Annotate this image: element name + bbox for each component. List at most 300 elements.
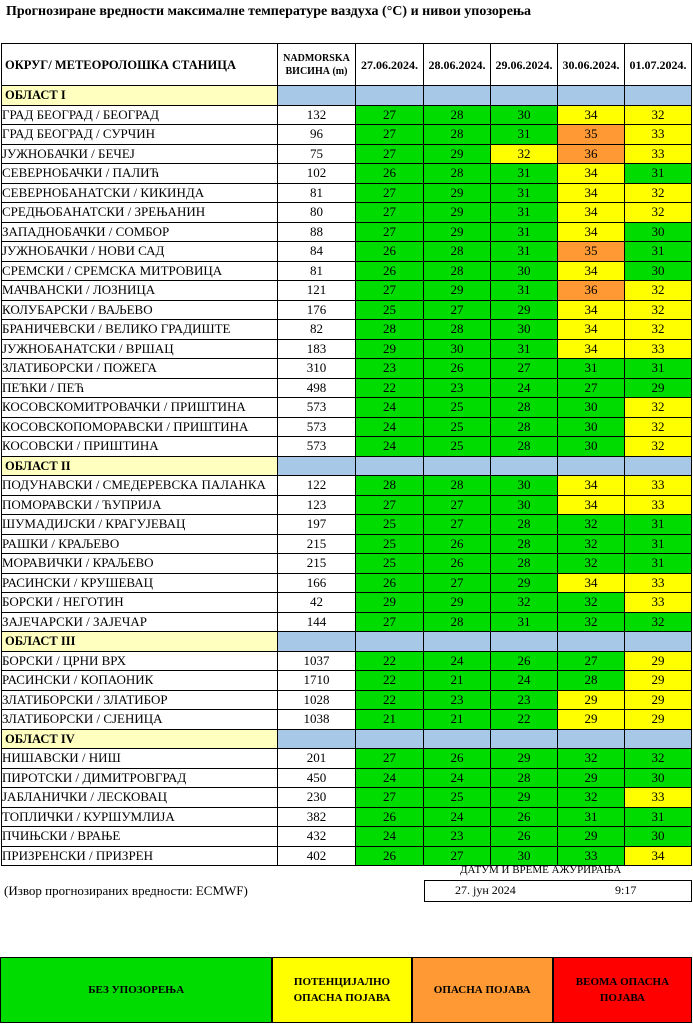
temperature-cell: 32 [558,593,625,613]
date-column-header: 29.06.2024. [491,44,558,86]
temperature-cell: 24 [356,398,424,418]
temperature-cell: 29 [625,651,692,671]
temperature-cell: 31 [491,612,558,632]
temperature-cell: 29 [424,222,491,242]
table-row [2,378,692,398]
region-band [424,729,491,749]
region-band [356,632,424,652]
legend-potentially-dangerous: ПОТЕНЦИЈАЛНО ОПАСНА ПОЈАВА [272,957,411,1023]
temperature-cell: 31 [625,807,692,827]
temperature-cell: 32 [625,281,692,301]
temperature-cell: 30 [625,768,692,788]
temperature-cell: 32 [491,593,558,613]
temperature-cell: 32 [625,105,692,125]
warning-legend [0,957,692,1023]
station-altitude: 402 [278,846,356,866]
temperature-cell: 26 [356,807,424,827]
station-name: БРАНИЧЕВСКИ / ВЕЛИКО ГРАДИШТЕ [2,320,278,340]
region-band [558,632,625,652]
temperature-cell: 25 [356,300,424,320]
legend-very-dangerous: ВЕОМА ОПАСНА ПОЈАВА [553,957,692,1023]
temperature-cell: 21 [356,710,424,730]
table-row [2,300,692,320]
temperature-cell: 28 [491,417,558,437]
temperature-cell: 27 [356,203,424,223]
station-name: КОСОВСКОПОМОРАВСКИ / ПРИШТИНА [2,417,278,437]
station-name: РАСИНСКИ / КРУШЕВАЦ [2,573,278,593]
temperature-cell: 31 [625,515,692,535]
temperature-cell: 25 [424,417,491,437]
temperature-cell: 27 [356,612,424,632]
temperature-cell: 21 [424,671,491,691]
station-name: РАСИНСКИ / КОПАОНИК [2,671,278,691]
temperature-cell: 27 [356,183,424,203]
station-altitude: 42 [278,593,356,613]
temperature-cell: 22 [356,378,424,398]
temperature-cell: 32 [625,320,692,340]
temperature-cell: 27 [424,495,491,515]
station-name: ШУМАДИЈСКИ / КРАГУЈЕВАЦ [2,515,278,535]
region-name: ОБЛАСТ I [2,86,278,106]
temperature-cell: 26 [356,164,424,184]
region-band [278,456,356,476]
temperature-cell: 29 [491,573,558,593]
station-name: ЈУЖНОБАЧКИ / БЕЧЕЈ [2,144,278,164]
temperature-cell: 25 [356,554,424,574]
temperature-cell: 26 [491,651,558,671]
region-band [558,729,625,749]
station-altitude: 75 [278,144,356,164]
temperature-cell: 28 [491,554,558,574]
station-name: ПРИЗРЕНСКИ / ПРИЗРЕН [2,846,278,866]
temperature-cell: 36 [558,144,625,164]
station-altitude: 215 [278,534,356,554]
temperature-cell: 33 [625,495,692,515]
station-altitude: 132 [278,105,356,125]
temperature-cell: 26 [356,846,424,866]
station-altitude: 573 [278,437,356,457]
station-name: ЗАПАДНОБАЧКИ / СОМБОР [2,222,278,242]
page-title: Прогнозиране вредности максималне температуре ваздуха (°C) и нивои упозорења [6,4,532,19]
date-column-header: 30.06.2024. [558,44,625,86]
region-band [491,86,558,106]
temperature-cell: 34 [558,495,625,515]
table-row [2,749,692,769]
station-altitude: 1028 [278,690,356,710]
table-row [2,573,692,593]
temperature-cell: 31 [558,807,625,827]
temperature-cell: 34 [625,846,692,866]
table-row [2,281,692,301]
forecast-table-body [2,86,692,866]
temperature-cell: 29 [625,710,692,730]
station-name: НИШАВСКИ / НИШ [2,749,278,769]
temperature-cell: 29 [424,183,491,203]
temperature-cell: 28 [424,125,491,145]
station-altitude: 573 [278,417,356,437]
station-altitude: 310 [278,359,356,379]
table-row [2,222,692,242]
temperature-cell: 31 [491,242,558,262]
station-name: БОРСКИ / НЕГОТИН [2,593,278,613]
temperature-cell: 34 [558,164,625,184]
temperature-cell: 30 [491,495,558,515]
temperature-cell: 30 [558,437,625,457]
temperature-cell: 30 [558,398,625,418]
temperature-cell: 34 [558,476,625,496]
station-name: СРЕМСКИ / СРЕМСКА МИТРОВИЦА [2,261,278,281]
temperature-cell: 29 [491,749,558,769]
region-band [625,456,692,476]
temperature-cell: 26 [424,534,491,554]
temperature-cell: 34 [558,222,625,242]
temperature-cell: 29 [625,690,692,710]
temperature-cell: 24 [491,378,558,398]
table-row [2,495,692,515]
table-row [2,437,692,457]
station-name: ПИРОТСКИ / ДИМИТРОВГРАД [2,768,278,788]
temperature-cell: 26 [356,573,424,593]
region-band [424,632,491,652]
table-row [2,827,692,847]
update-time: 9:17 [615,883,637,897]
temperature-cell: 33 [625,144,692,164]
temperature-cell: 26 [424,359,491,379]
temperature-cell: 30 [491,320,558,340]
temperature-cell: 29 [424,144,491,164]
temperature-cell: 32 [625,203,692,223]
temperature-cell: 27 [356,281,424,301]
table-row [2,671,692,691]
station-name: БОРСКИ / ЦРНИ ВРХ [2,651,278,671]
temperature-cell: 24 [356,417,424,437]
region-name: ОБЛАСТ II [2,456,278,476]
temperature-cell: 28 [491,768,558,788]
table-row [2,144,692,164]
station-altitude: 122 [278,476,356,496]
temperature-cell: 30 [491,261,558,281]
table-row [2,203,692,223]
region-band [278,729,356,749]
temperature-cell: 21 [424,710,491,730]
temperature-cell: 28 [491,534,558,554]
region-header-row [2,729,692,749]
temperature-cell: 29 [424,281,491,301]
station-name: ЗЛАТИБОРСКИ / ПОЖЕГА [2,359,278,379]
temperature-cell: 28 [424,242,491,262]
temperature-cell: 32 [558,515,625,535]
temperature-cell: 26 [424,554,491,574]
table-row [2,554,692,574]
temperature-cell: 36 [558,281,625,301]
station-column-header: ОКРУГ/ МЕТЕОРОЛОШКА СТАНИЦА [2,44,278,86]
temperature-cell: 28 [491,398,558,418]
temperature-cell: 33 [625,573,692,593]
station-altitude: 1038 [278,710,356,730]
table-row [2,612,692,632]
temperature-cell: 29 [558,827,625,847]
region-band [625,86,692,106]
temperature-cell: 24 [424,768,491,788]
station-name: ПЕЋКИ / ПЕЋ [2,378,278,398]
source-note: (Извор прогнозираних вредности: ECMWF) [4,883,248,898]
temperature-cell: 22 [356,671,424,691]
temperature-cell: 30 [625,261,692,281]
station-name: СЕВЕРНОБАЧКИ / ПАЛИЋ [2,164,278,184]
station-altitude: 96 [278,125,356,145]
station-altitude: 84 [278,242,356,262]
temperature-cell: 28 [424,261,491,281]
table-row [2,242,692,262]
temperature-cell: 22 [491,710,558,730]
temperature-cell: 22 [356,690,424,710]
temperature-cell: 34 [558,261,625,281]
temperature-cell: 27 [491,359,558,379]
region-band [356,86,424,106]
station-altitude: 432 [278,827,356,847]
station-name: КОЛУБАРСКИ / ВАЉЕВО [2,300,278,320]
station-name: КОСОВСКОМИТРОВАЧКИ / ПРИШТИНА [2,398,278,418]
station-altitude: 166 [278,573,356,593]
station-name: ТОПЛИЧКИ / КУРШУМЛИЈА [2,807,278,827]
temperature-cell: 28 [356,476,424,496]
table-row [2,534,692,554]
station-name: ПОДУНАВСКИ / СМЕДЕРЕВСКА ПАЛАНКА [2,476,278,496]
station-altitude: 121 [278,281,356,301]
temperature-cell: 26 [491,827,558,847]
temperature-cell: 34 [558,183,625,203]
station-name: МОРАВИЧКИ / КРАЉЕВО [2,554,278,574]
temperature-cell: 22 [356,651,424,671]
temperature-cell: 24 [356,827,424,847]
temperature-cell: 27 [356,125,424,145]
date-column-header: 27.06.2024. [356,44,424,86]
temperature-cell: 31 [491,281,558,301]
temperature-cell: 28 [491,515,558,535]
table-row [2,515,692,535]
update-box [424,880,692,902]
region-band [491,729,558,749]
table-row [2,398,692,418]
station-altitude: 88 [278,222,356,242]
station-name: ЈАБЛАНИЧКИ / ЛЕСКОВАЦ [2,788,278,808]
station-name: МАЧВАНСКИ / ЛОЗНИЦА [2,281,278,301]
temperature-cell: 29 [558,768,625,788]
temperature-cell: 27 [424,573,491,593]
temperature-cell: 27 [356,144,424,164]
temperature-cell: 31 [491,125,558,145]
temperature-cell: 31 [491,164,558,184]
temperature-cell: 24 [424,651,491,671]
table-row [2,164,692,184]
temperature-cell: 29 [558,710,625,730]
station-name: ПОМОРАВСКИ / ЋУПРИЈА [2,495,278,515]
temperature-cell: 27 [356,495,424,515]
update-label: ДАТУМ И ВРЕМЕ АЖУРИРАЊА [460,864,622,876]
station-name: ЗЛАТИБОРСКИ / ЗЛАТИБОР [2,690,278,710]
temperature-cell: 33 [625,593,692,613]
region-band [278,86,356,106]
station-name: СЕВЕРНОБАНАТСКИ / КИКИНДА [2,183,278,203]
temperature-cell: 33 [625,125,692,145]
temperature-cell: 28 [424,105,491,125]
station-name: ЗЛАТИБОРСКИ / СЈЕНИЦА [2,710,278,730]
temperature-cell: 29 [625,378,692,398]
table-row [2,807,692,827]
temperature-cell: 25 [424,437,491,457]
temperature-cell: 33 [625,788,692,808]
temperature-cell: 27 [558,651,625,671]
temperature-cell: 24 [356,437,424,457]
temperature-cell: 30 [491,476,558,496]
temperature-cell: 27 [356,222,424,242]
header-row [2,44,692,86]
table-row [2,125,692,145]
temperature-cell: 32 [558,612,625,632]
region-name: ОБЛАСТ III [2,632,278,652]
temperature-cell: 31 [491,183,558,203]
region-band [558,86,625,106]
station-name: ГРАД БЕОГРАД / СУРЧИН [2,125,278,145]
table-row [2,593,692,613]
station-name: ГРАД БЕОГРАД / БЕОГРАД [2,105,278,125]
temperature-cell: 32 [558,788,625,808]
temperature-cell: 34 [558,320,625,340]
station-name: СРЕДЊОБАНАТСКИ / ЗРЕЊАНИН [2,203,278,223]
temperature-cell: 30 [491,105,558,125]
region-name: ОБЛАСТ IV [2,729,278,749]
region-band [625,729,692,749]
temperature-cell: 32 [625,183,692,203]
table-row [2,846,692,866]
temperature-cell: 31 [558,359,625,379]
temperature-cell: 27 [558,378,625,398]
temperature-cell: 35 [558,125,625,145]
region-header-row [2,632,692,652]
station-altitude: 1710 [278,671,356,691]
temperature-cell: 23 [356,359,424,379]
station-altitude: 201 [278,749,356,769]
table-row [2,710,692,730]
temperature-cell: 31 [625,164,692,184]
temperature-cell: 29 [625,671,692,691]
temperature-cell: 32 [625,612,692,632]
station-altitude: 498 [278,378,356,398]
region-band [491,632,558,652]
region-header-row [2,86,692,106]
temperature-cell: 32 [491,144,558,164]
table-row [2,788,692,808]
temperature-cell: 26 [491,807,558,827]
temperature-cell: 28 [558,671,625,691]
region-band [558,456,625,476]
table-row [2,320,692,340]
temperature-cell: 29 [424,203,491,223]
temperature-cell: 31 [625,554,692,574]
altitude-column-header: NADMORSKA ВИСИНА (m) [278,44,356,86]
table-row [2,261,692,281]
station-name: ЈУЖНОБАНАТСКИ / ВРШАЦ [2,339,278,359]
temperature-cell: 32 [625,417,692,437]
temperature-cell: 24 [356,768,424,788]
station-name: ЈУЖНОБАЧКИ / НОВИ САД [2,242,278,262]
table-row [2,690,692,710]
temperature-cell: 34 [558,300,625,320]
region-band [491,456,558,476]
temperature-cell: 29 [356,593,424,613]
temperature-cell: 28 [491,437,558,457]
station-altitude: 450 [278,768,356,788]
temperature-cell: 25 [356,515,424,535]
table-row [2,183,692,203]
temperature-cell: 28 [356,320,424,340]
region-band [625,632,692,652]
temperature-cell: 32 [625,300,692,320]
table-row [2,417,692,437]
temperature-cell: 28 [424,320,491,340]
station-altitude: 123 [278,495,356,515]
temperature-cell: 30 [625,827,692,847]
temperature-cell: 31 [491,339,558,359]
station-altitude: 1037 [278,651,356,671]
legend-dangerous: ОПАСНА ПОЈАВА [412,957,553,1023]
temperature-cell: 34 [558,339,625,359]
temperature-cell: 27 [424,515,491,535]
temperature-cell: 25 [356,534,424,554]
region-band [356,729,424,749]
temperature-cell: 29 [424,593,491,613]
temperature-cell: 29 [491,788,558,808]
temperature-cell: 31 [491,222,558,242]
table-row [2,476,692,496]
temperature-cell: 31 [625,359,692,379]
temperature-cell: 30 [558,417,625,437]
station-altitude: 82 [278,320,356,340]
temperature-cell: 34 [558,105,625,125]
station-altitude: 183 [278,339,356,359]
temperature-cell: 23 [424,690,491,710]
station-name: ЗАЈЕЧАРСКИ / ЗАЈЕЧАР [2,612,278,632]
temperature-cell: 30 [424,339,491,359]
temperature-cell: 29 [356,339,424,359]
table-row [2,651,692,671]
date-column-header: 01.07.2024. [625,44,692,86]
date-column-header: 28.06.2024. [424,44,491,86]
temperature-cell: 33 [625,339,692,359]
station-altitude: 144 [278,612,356,632]
temperature-cell: 27 [356,749,424,769]
temperature-cell: 26 [356,261,424,281]
temperature-cell: 34 [558,573,625,593]
temperature-cell: 28 [424,612,491,632]
temperature-cell: 28 [424,164,491,184]
temperature-cell: 28 [424,476,491,496]
temperature-cell: 32 [558,534,625,554]
update-date: 27. јун 2024 [455,883,516,897]
temperature-cell: 34 [558,203,625,223]
temperature-cell: 25 [424,398,491,418]
temperature-cell: 33 [558,846,625,866]
temperature-cell: 23 [424,378,491,398]
region-band [424,86,491,106]
temperature-cell: 29 [558,690,625,710]
table-row [2,105,692,125]
temperature-cell: 27 [356,788,424,808]
temperature-cell: 33 [625,476,692,496]
forecast-table [1,43,692,866]
station-altitude: 197 [278,515,356,535]
region-band [424,456,491,476]
